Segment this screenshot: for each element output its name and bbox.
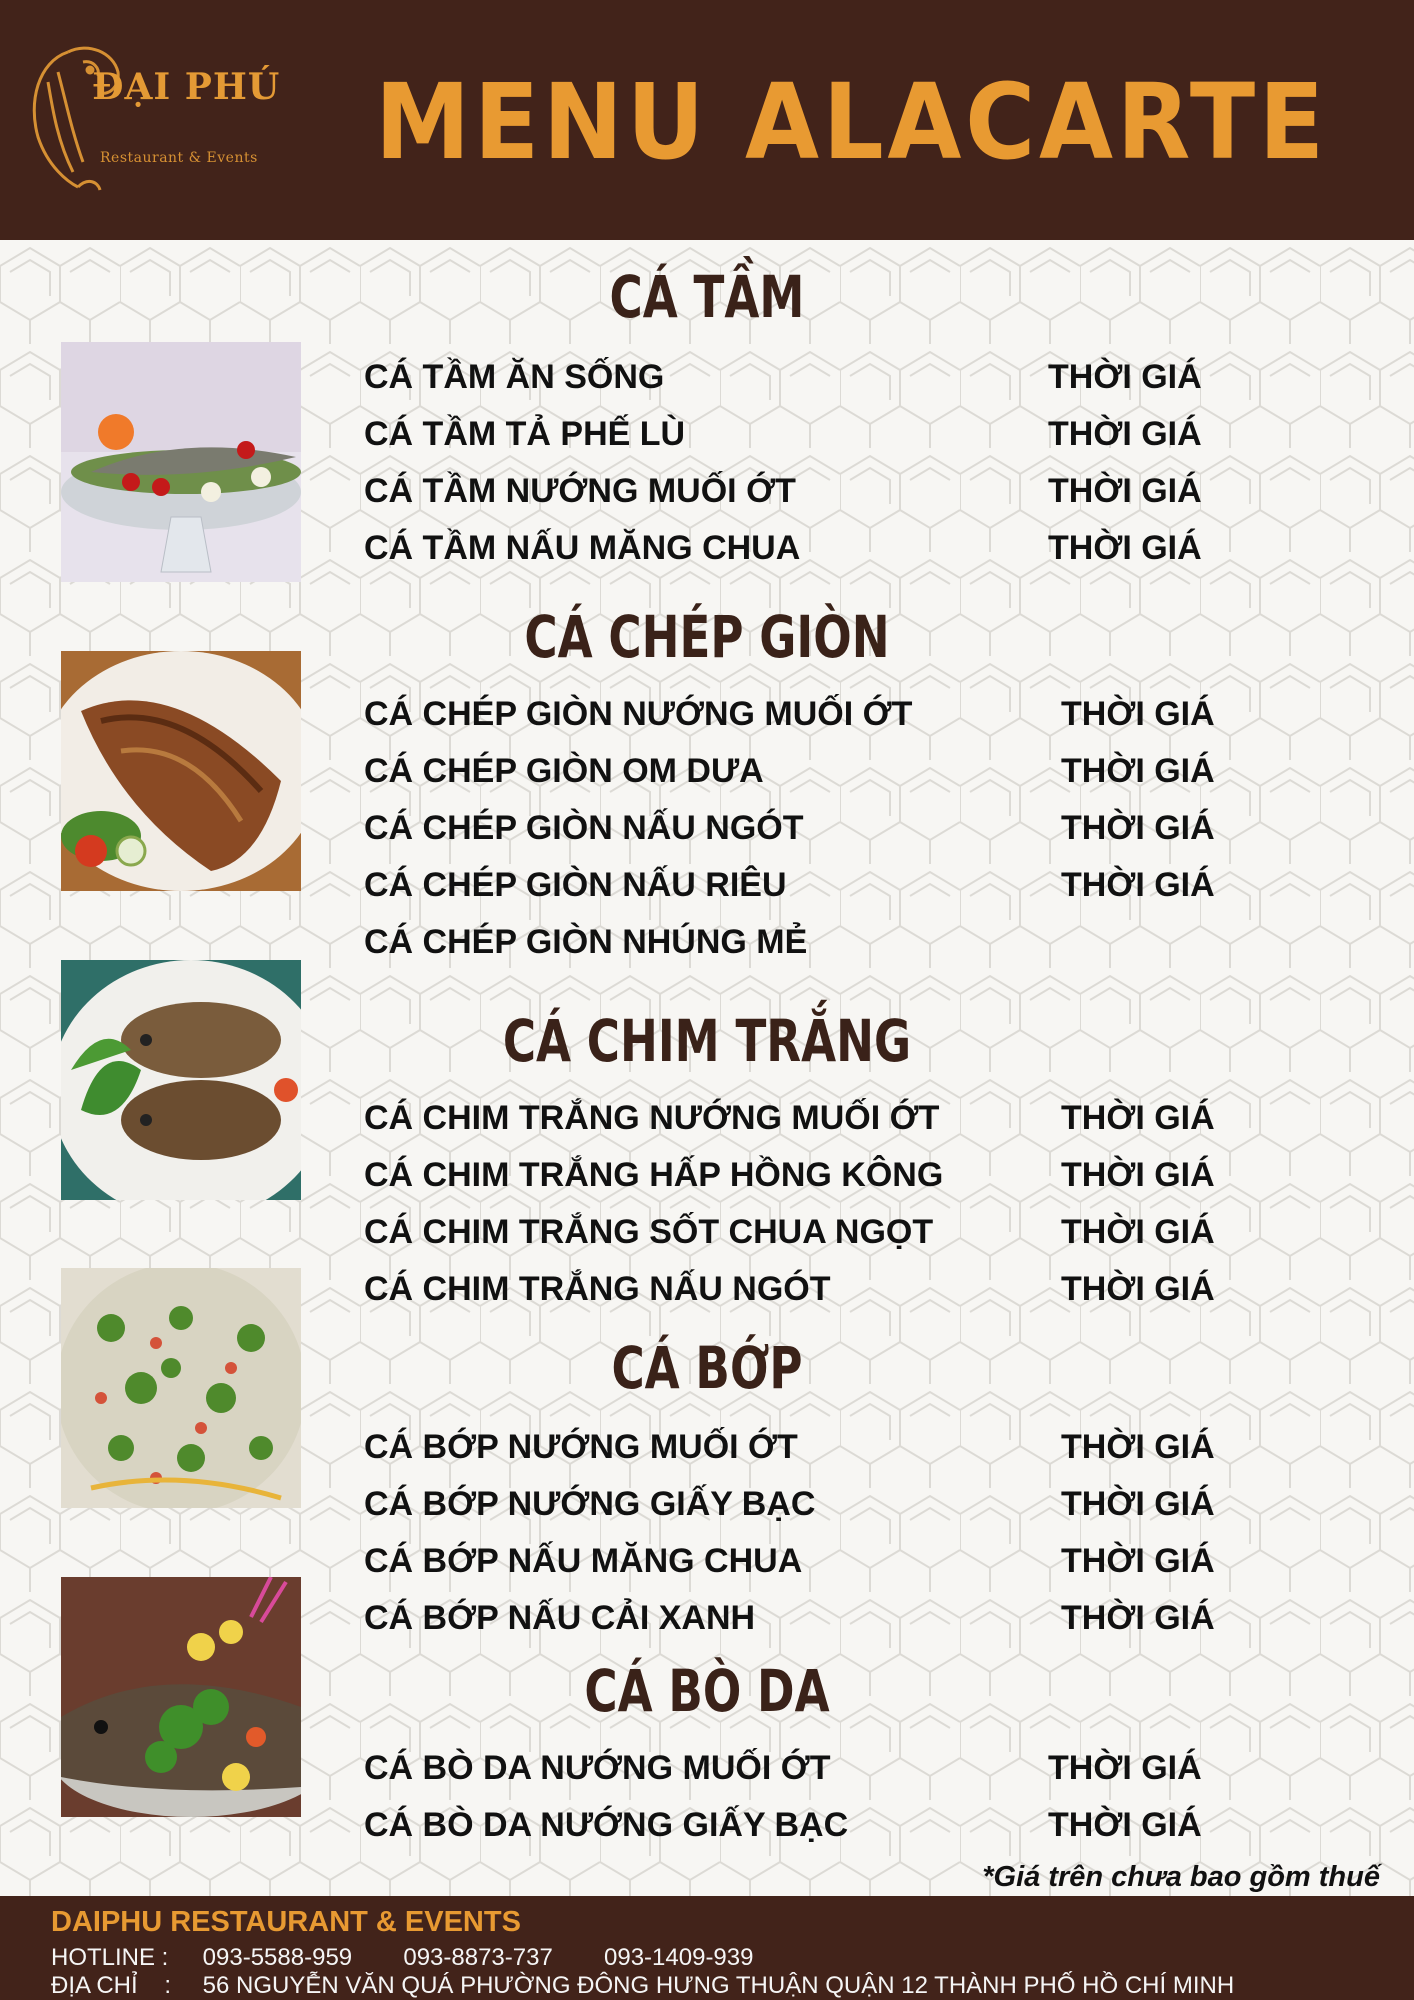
menu-item-price: THỜI GIÁ [1061,1599,1215,1637]
section-title-ca-bo-da: CÁ BÒ DA [584,1657,830,1725]
menu-item-name: CÁ BÒ DA NƯỚNG MUỐI ỚT [364,1749,831,1787]
menu-item-price: THỜI GIÁ [1061,866,1215,904]
menu-item-name: CÁ CHIM TRẮNG NƯỚNG MUỐI ỚT [364,1099,940,1137]
menu-item-name: CÁ TẦM TẢ PHẾ LÙ [364,415,686,453]
footer-address [51,1972,1234,2000]
logo-subtitle: Restaurant & Events [100,150,258,166]
menu-item-name: CÁ TẦM NẤU MĂNG CHUA [364,529,801,567]
menu-item-price: THỜI GIÁ [1061,1485,1215,1523]
menu-item-name: CÁ BỚP NẤU MĂNG CHUA [364,1542,803,1580]
menu-item-name: CÁ CHIM TRẮNG NẤU NGÓT [364,1270,831,1308]
footer-hotline [51,1944,753,1972]
menu-item-price: THỜI GIÁ [1048,1749,1202,1787]
sturgeon-dish-photo [61,342,301,582]
menu-item-price: THỜI GIÁ [1048,1806,1202,1844]
menu-item-name: CÁ CHIM TRẮNG HẤP HỒNG KÔNG [364,1156,944,1194]
menu-item-name: CÁ CHÉP GIÒN NƯỚNG MUỐI ỚT [364,695,913,733]
menu-item-name: CÁ BÒ DA NƯỚNG GIẤY BẠC [364,1806,849,1844]
menu-item-price: THỜI GIÁ [1061,1099,1215,1137]
menu-item-price: THỜI GIÁ [1061,695,1215,733]
menu-item-name: CÁ TẦM NƯỚNG MUỐI ỚT [364,472,796,510]
menu-item-price: THỜI GIÁ [1061,752,1215,790]
menu-item-name: CÁ TẦM ĂN SỐNG [364,358,665,396]
hotline-phone[interactable]: 093-8873-737 [403,1944,553,1971]
address-text: 56 NGUYỄN VĂN QUÁ PHƯỜNG ĐÔNG HƯNG THUẬN QUẬN 12 THÀNH PHỐ HỒ CHÍ MINH [202,1972,1235,1999]
footer-bar [0,1896,1414,2000]
hotline-phone[interactable]: 093-5588-959 [202,1944,353,1971]
menu-item-name: CÁ CHÉP GIÒN OM DƯA [364,752,764,790]
pomfret-dish-photo [61,960,301,1200]
menu-item-name: CÁ BỚP NẤU CẢI XANH [364,1599,756,1637]
address-label: ĐỊA CHỈ : [51,1972,172,1999]
carp-dish-photo [61,651,301,891]
menu-item-price: THỜI GIÁ [1048,358,1202,396]
tax-note: *Giá trên chưa bao gồm thuế [982,1861,1380,1893]
menu-item-price: THỜI GIÁ [1061,1270,1215,1308]
menu-item-price: THỜI GIÁ [1061,1156,1215,1194]
page-title: MENU ALACARTE [375,61,1328,183]
menu-item-price: THỜI GIÁ [1061,1428,1215,1466]
section-title-ca-chep-gion: CÁ CHÉP GIÒN [524,603,890,671]
hotline-phone[interactable]: 093-1409-939 [604,1944,754,1971]
menu-item-price: THỜI GIÁ [1061,1213,1215,1251]
header-bar [0,0,1414,240]
menu-item-price: THỜI GIÁ [1061,1542,1215,1580]
menu-item-name: CÁ BỚP NƯỚNG GIẤY BẠC [364,1485,816,1523]
section-title-ca-tam: CÁ TẦM [609,263,805,331]
section-title-ca-bop: CÁ BỚP [611,1334,803,1402]
menu-item-price: THỜI GIÁ [1048,415,1202,453]
menu-item-name: CÁ CHIM TRẮNG SỐT CHUA NGỌT [364,1213,934,1251]
menu-item-name: CÁ CHÉP GIÒN NẤU NGÓT [364,809,804,847]
hotline-label: HOTLINE : [51,1944,169,1971]
menu-item-price: THỜI GIÁ [1048,472,1202,510]
menu-item-price: THỜI GIÁ [1048,529,1202,567]
section-title-ca-chim-trang: CÁ CHIM TRẮNG [502,1007,912,1075]
menu-item-price: THỜI GIÁ [1061,809,1215,847]
fish-logo-icon [28,42,238,192]
footer-brand: DAIPHU RESTAURANT & EVENTS [51,1906,521,1938]
logo-name: ĐẠI PHÚ [92,66,281,108]
menu-item-name: CÁ CHÉP GIÒN NẤU RIÊU [364,866,787,904]
menu-item-name: CÁ CHÉP GIÒN NHÚNG MẺ [364,923,808,961]
menu-item-name: CÁ BỚP NƯỚNG MUỐI ỚT [364,1428,798,1466]
